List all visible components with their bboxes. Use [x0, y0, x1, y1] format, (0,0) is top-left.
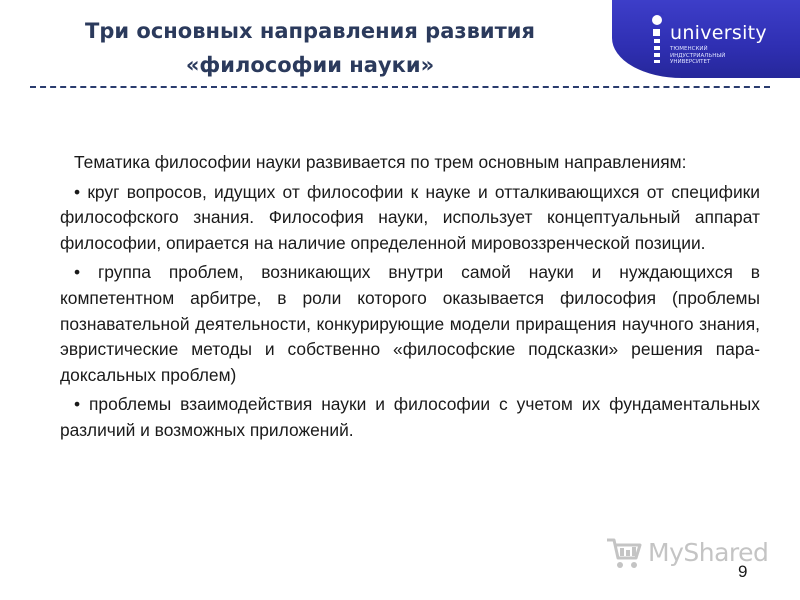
body-bullet-1: • круг вопросов, идущих от философии к науке и отталкивающихся от специфики философского знания. Философия науки, использует концептуальный аппарат философии, опирается на наличие определенной мировоззренческой позиции. [60, 181, 760, 253]
slide-title [20, 14, 600, 82]
watermark-text: MyShared [648, 538, 769, 567]
myshared-watermark [604, 536, 774, 572]
title-divider [30, 86, 770, 88]
myshared-cart-icon [604, 536, 644, 570]
slide-body [60, 150, 760, 448]
logo-sub-line: УНИВЕРСИТЕТ [670, 59, 711, 65]
title-line-1: Три основных направления развития [85, 19, 535, 43]
logo-sub-line: ИНДУСТРИАЛЬНЫЙ [670, 52, 726, 59]
logo-sub-line: ТЮМЕНСКИЙ [670, 46, 708, 52]
body-bullet-3: • проблемы взаимодействия науки и философии с учетом их фундаментальных различий и возможных приложений. [60, 394, 760, 440]
title-line-2: «философии науки» [185, 53, 435, 77]
university-logo-name: university [670, 22, 767, 44]
body-intro-paragraph: Тематика философии науки развивается по трем основным направлениям: [74, 152, 687, 172]
body-bullet-2: • группа проблем, возникающих внутри самой науки и нуждающихся в компетентном арбитре, в роли которого оказывается философия (проблемы познавательной деятельности, конкурирующие модели приращения научного знания, эвристические методы и собственно «философские подсказки» решения пара-доксальных проблем) [60, 262, 760, 385]
university-logo-subtitle [670, 46, 725, 66]
page-number: 9 [738, 562, 748, 581]
